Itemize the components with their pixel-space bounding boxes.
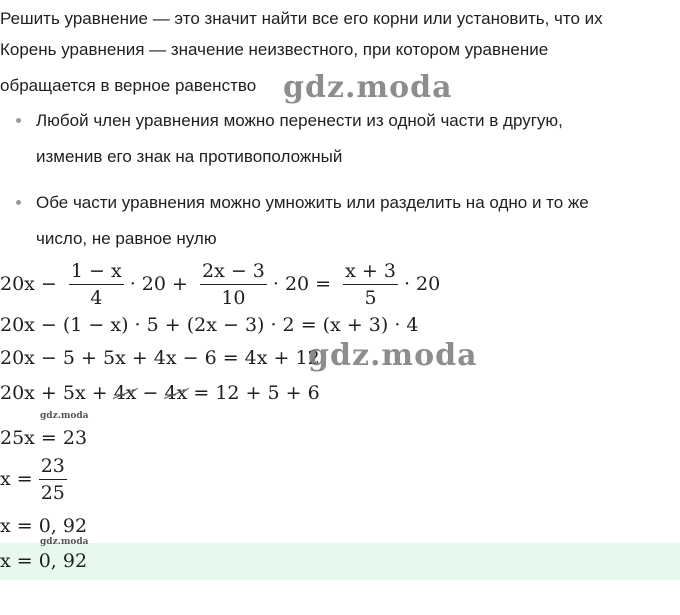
- fraction-2: [200, 262, 267, 308]
- fraction-result-denominator: 25: [39, 479, 67, 503]
- equation-1: [0, 260, 440, 308]
- fraction-3-numerator: x + 3: [345, 260, 396, 282]
- rule-1-line-1: Любой член уравнения можно перенести из одной части в другую,: [36, 111, 563, 130]
- fraction-1-denominator: 4: [69, 284, 124, 308]
- bullet-dot: [16, 200, 21, 205]
- eq4-part-b: = 12 + 5 + 6: [187, 382, 320, 404]
- eq4-minus: −: [136, 382, 165, 404]
- cancelled-term: 4x: [165, 378, 188, 408]
- answer-equation: x = 0, 92: [0, 550, 88, 572]
- cancelled-term: 4x: [114, 378, 137, 408]
- equation-6: [0, 452, 73, 506]
- eq1-part-d: · 20: [403, 273, 441, 295]
- eq1-part-c: · 20 =: [272, 273, 338, 295]
- fraction-2-numerator: 2x − 3: [201, 260, 265, 282]
- eq1-part-a: 20x −: [0, 273, 63, 295]
- fraction-3-denominator: 5: [343, 284, 398, 308]
- fraction-3: [343, 262, 398, 308]
- intro-line-3: обращается в верное равенство: [0, 76, 257, 95]
- equation-3: 20x − 5 + 5x + 4x − 6 = 4x + 12: [0, 347, 320, 369]
- intro-line-1: Решить уравнение — это значит найти все его корни или установить, что их: [0, 9, 603, 28]
- watermark-logo: gdz.moda: [283, 70, 453, 105]
- equation-7: x = 0, 92: [0, 515, 88, 537]
- rule-1-line-2: изменив его знак на противоположный: [36, 147, 343, 166]
- equation-4: [0, 378, 320, 408]
- rule-2-line-1: Обе части уравнения можно умножить или разделить на одно и то же: [36, 193, 589, 212]
- rule-2-line-2: число, не равное нулю: [36, 229, 217, 248]
- bullet-dot: [16, 118, 21, 123]
- answer-highlight: [0, 543, 680, 580]
- watermark-small: gdz.moda: [40, 537, 89, 547]
- fraction-result: [39, 457, 67, 503]
- eq6-lhs: x =: [0, 468, 39, 490]
- fraction-2-denominator: 10: [200, 284, 267, 308]
- eq1-part-b: · 20 +: [129, 273, 194, 295]
- equation-2: 20x − (1 − x) · 5 + (2x − 3) · 2 = (x + 3) · 4: [0, 314, 419, 336]
- equation-5: 25x = 23: [0, 427, 88, 449]
- intro-line-2: Корень уравнения — значение неизвестного, при котором уравнение: [0, 40, 549, 59]
- fraction-1: [69, 262, 124, 308]
- eq4-part-a: 20x + 5x +: [0, 382, 114, 404]
- watermark-logo: gdz.moda: [308, 338, 478, 373]
- watermark-small: gdz.moda: [40, 411, 89, 421]
- fraction-result-numerator: 23: [40, 455, 65, 477]
- fraction-1-numerator: 1 − x: [70, 260, 122, 282]
